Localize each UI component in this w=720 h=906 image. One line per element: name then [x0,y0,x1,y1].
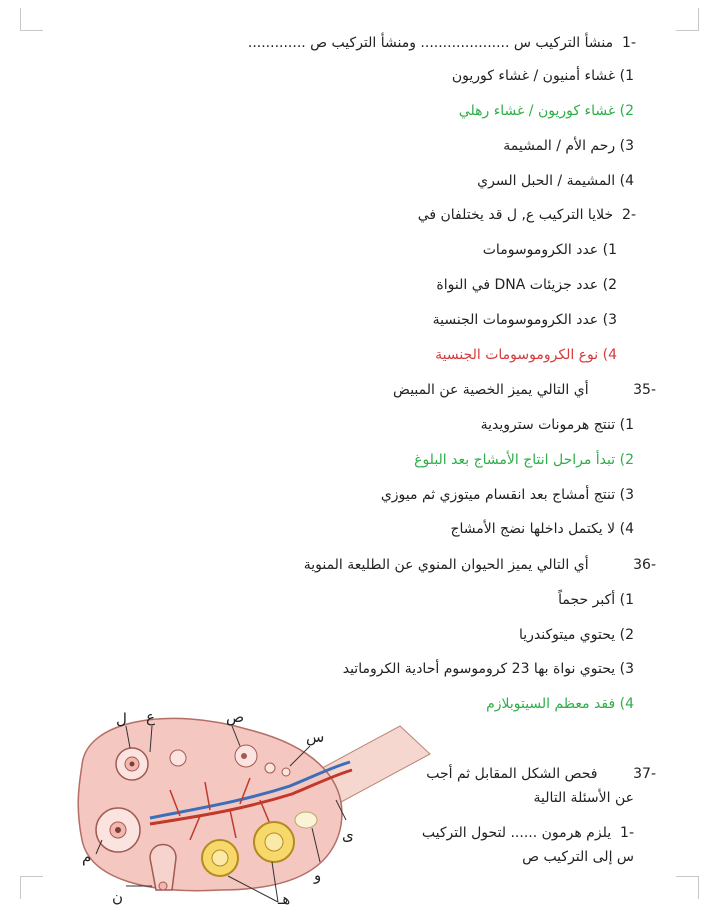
question-37 [426,765,656,783]
question-origin [248,34,636,52]
option: 1) عدد الكروموسومات [482,242,617,258]
question-cells [418,206,636,224]
option: 3) عدد الكروموسومات الجنسية [432,312,617,328]
label-sad: ص [226,708,245,726]
ovary-diagram [0,690,440,906]
question-number: -37 [633,766,656,782]
option: 4) المشيمة / الحبل السري [477,173,634,189]
question-text-line1: فحص الشكل المقابل ثم أجب [426,766,598,782]
option-correct: 2) تبدأ مراحل انتاج الأمشاج بعد البلوغ [414,452,634,468]
question-35 [393,381,656,399]
question-text: منشأ التركيب س .................... ومنشأ التركيب ص ............. [247,35,614,51]
option-correct: 4) فقد معظم السيتوبلازم [486,696,634,712]
option-correct: 2) غشاء كوريون / غشاء رهلي [458,103,634,119]
label-lam: ل [116,710,127,728]
label-ain: ع [146,708,155,726]
label-sin: س [306,728,325,746]
option: 1) تنتج هرمونات سترويدية [480,417,634,433]
option: 2) عدد جزيئات DNA في النواة [436,277,617,293]
option: 1) أكبر حجماً [558,592,634,608]
label-ha: هـ [278,890,291,906]
option-correct: 4) نوع الكروموسومات الجنسية [435,347,617,363]
question-number: -36 [633,557,656,573]
option: 1) غشاء أمنيون / غشاء كوريون [451,68,634,84]
option: 3) رحم الأم / المشيمة [503,138,634,154]
crop-mark-top-left [20,8,43,31]
option: 3) يحتوي نواة بها 23 كروموسوم أحادية الكروماتيد [342,661,634,677]
question-text-line2: عن الأسئلة التالية [533,790,634,806]
sub-question-line1: يلزم هرمون ...... لتحول التركيب [421,825,612,841]
option: 4) لا يكتمل داخلها نضج الأمشاج [450,521,634,537]
sub-question-number: -1 [620,825,634,841]
question-text: أي التالي يميز الحيوان المنوي عن الطليعة المنوية [303,557,589,573]
question-text: خلايا التركيب ع, ل قد يختلفان في [417,207,614,223]
sub-question-line2: س إلى التركيب ص [522,849,634,865]
option: 3) تنتج أمشاج بعد انقسام ميتوزي ثم ميوزي [380,487,634,503]
question-number: -35 [633,382,656,398]
option: 2) يحتوي ميتوكندريا [519,627,634,643]
question-36 [304,556,656,574]
label-yaa: ى [342,826,354,844]
label-waw: و [314,866,322,884]
label-mim: م [82,848,92,866]
label-nun: ن [112,888,124,906]
question-text: أي التالي يميز الخصية عن المبيض [393,382,589,398]
question-number: -1 [622,35,636,51]
question-number: -2 [622,207,636,223]
sub-question [422,824,634,842]
crop-mark-top-right [676,8,699,31]
crop-mark-bottom-right [676,876,699,899]
